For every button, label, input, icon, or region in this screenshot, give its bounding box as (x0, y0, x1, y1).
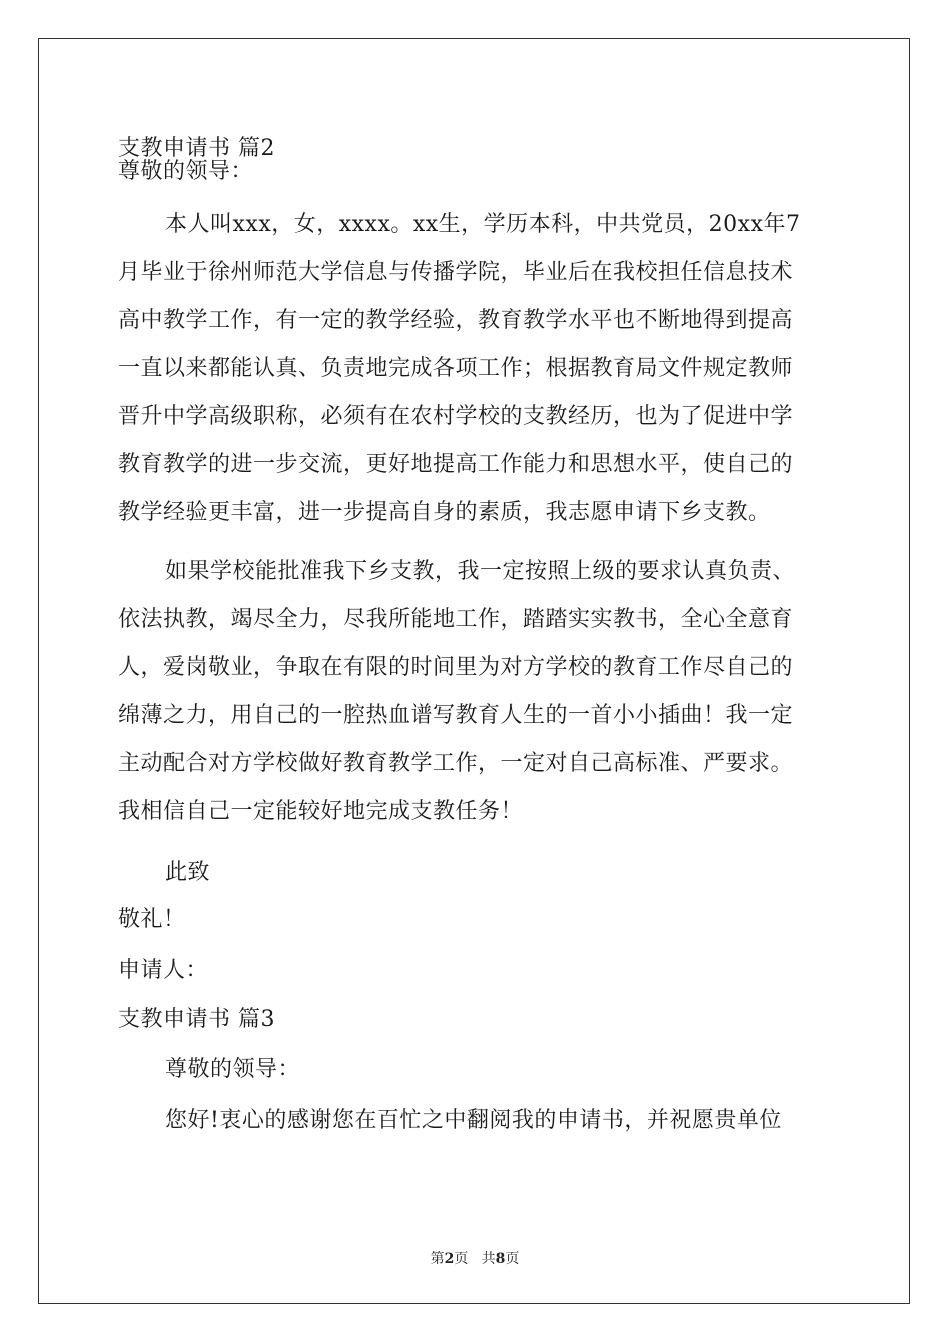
closing-line: 此致 (165, 860, 211, 885)
paragraph-line: 高中教学工作，有一定的教学经验，教育教学水平也不断地得到提高 (118, 308, 794, 333)
footer-mid: 页 共 (454, 1251, 496, 1267)
paragraph-line: 如果学校能批准我下乡支教，我一定按照上级的要求认真负责、 (165, 559, 796, 584)
paragraph-line: 教育教学的进一步交流，更好地提高工作能力和思想水平，使自己的 (118, 452, 794, 477)
paragraph-line: 本人叫xxx，女，xxxx。xx生，学历本科，中共党员，20xx年7 (165, 212, 801, 237)
closing-regards: 敬礼！ (118, 907, 186, 932)
paragraph-line: 绵薄之力，用自己的一腔热血谱写教育人生的一首小小插曲！我一定 (118, 703, 794, 728)
applicant-label: 申请人： (118, 958, 209, 983)
paragraph-line: 我相信自己一定能较好地完成支教任务！ (118, 799, 524, 824)
paragraph-line: 主动配合对方学校做好教育教学工作，一定对自己高标准、严要求。 (118, 751, 794, 776)
footer-prefix: 第 (430, 1251, 445, 1267)
paragraph-line: 晋升中学高级职称，必须有在农村学校的支教经历，也为了促进中学 (118, 404, 794, 429)
page-footer (0, 1248, 950, 1268)
section-title: 支教申请书 篇2 (118, 136, 275, 161)
paragraph-line: 月毕业于徐州师范大学信息与传播学院，毕业后在我校担任信息技术 (118, 260, 794, 285)
paragraph-line: 教学经验更丰富，进一步提高自身的素质，我志愿申请下乡支教。 (118, 500, 771, 525)
paragraph-line: 依法执教，竭尽全力，尽我所能地工作，踏踏实实教书，全心全意育 (118, 607, 794, 632)
footer-total-pages: 8 (495, 1251, 506, 1267)
section-title: 支教申请书 篇3 (118, 1007, 275, 1032)
paragraph-line: 一直以来都能认真、负责地完成各项工作；根据教育局文件规定教师 (118, 356, 794, 381)
salutation: 尊敬的领导： (118, 159, 254, 184)
footer-page-number: 2 (444, 1251, 455, 1267)
paragraph-line: 您好!衷心的感谢您在百忙之中翻阅我的申请书，并祝愿贵单位 (165, 1108, 782, 1133)
salutation: 尊敬的领导： (165, 1057, 301, 1082)
paragraph-line: 人，爱岗敬业，争取在有限的时间里为对方学校的教育工作尽自己的 (118, 655, 794, 680)
footer-suffix: 页 (505, 1251, 520, 1267)
